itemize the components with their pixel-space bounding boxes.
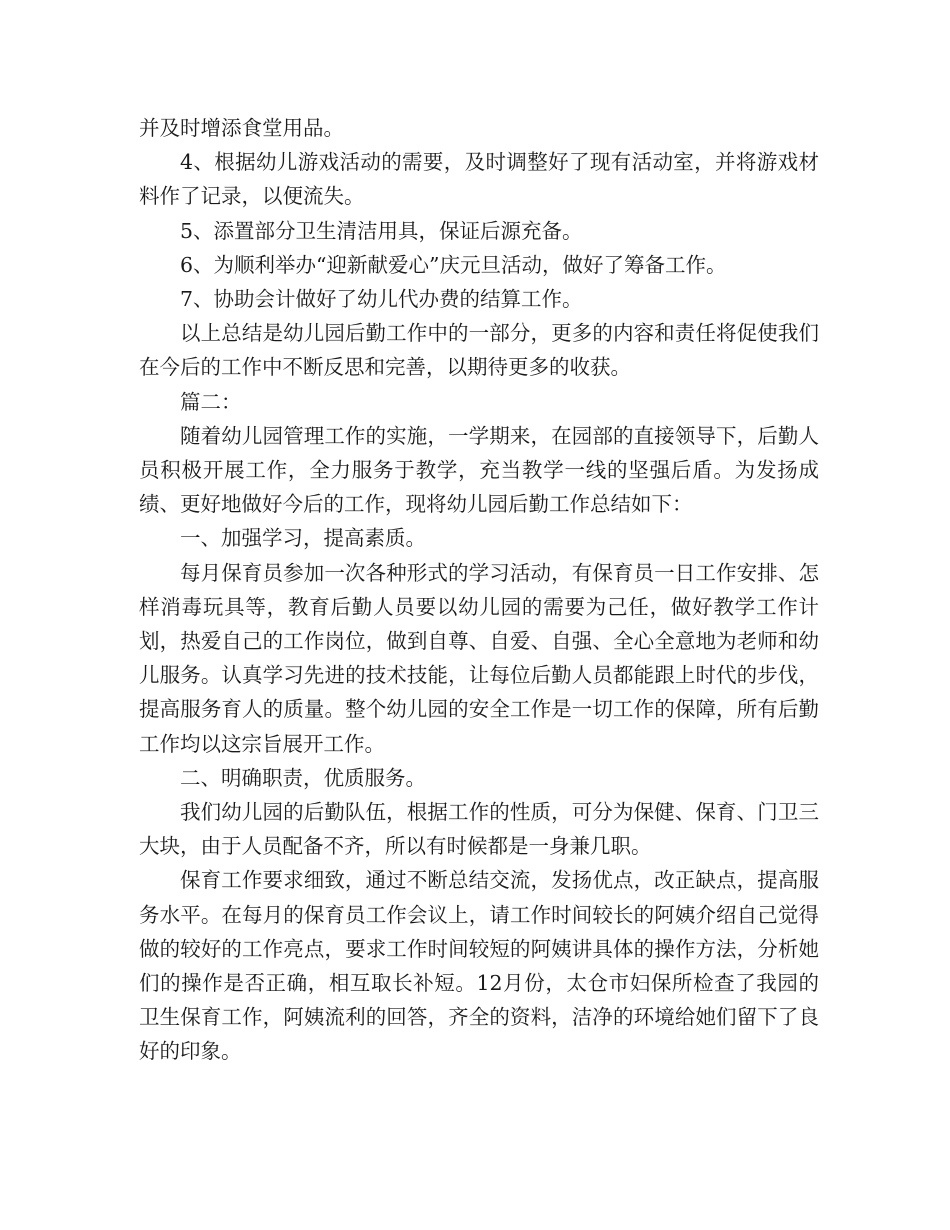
paragraph-1: 并及时增添食堂用品。 [139, 116, 344, 140]
paragraph-5: 7、协助会计做好了幼儿代办费的结算工作。 [180, 287, 583, 312]
paragraph-2: 4、根据幼儿游戏活动的需要，及时调整好了现有活动室，并将游戏材料作了记录，以便流失。 [139, 150, 819, 209]
section-heading-one: 一、加强学习，提高素质。 [180, 526, 426, 551]
paragraph-8: 随着幼儿园管理工作的实施，一学期来，在园部的直接领导下，后勤人员积极开展工作，全力服务于教学，充当教学一线的坚强后盾。为发扬成绩、更好地做好今后的工作，现将幼儿园后勤工作总结如下： [139, 423, 819, 517]
paragraph-12: 我们幼儿园的后勤队伍，根据工作的性质，可分为保健、保育、门卫三大块，由于人员配备不齐，所以有时候都是一身兼几职。 [139, 800, 819, 859]
section-heading-part-two: 篇二： [180, 389, 242, 414]
paragraph-6: 以上总结是幼儿园后勤工作中的一部分，更多的内容和责任将促使我们在今后的工作中不断反思和完善，以期待更多的收获。 [139, 321, 819, 380]
section-heading-two: 二、明确职责，优质服务。 [180, 765, 426, 790]
paragraph-4: 6、为顺利举办“迎新献爱心”庆元旦活动，做好了筹备工作。 [180, 252, 727, 277]
paragraph-10: 每月保育员参加一次各种形式的学习活动，有保育员一日工作安排、怎样消毒玩具等，教育后勤人员要以幼儿园的需要为己任，做好教学工作计划，热爱自己的工作岗位，做到自尊、自爱、自强、全心全意地为老师和幼儿服务。认真学习先进的技术技能，让每位后勤人员都能跟上时代的步伐，提高服务育人的质量。整个幼儿园的安全工作是一切工作的保障，所有后勤工作均以这宗旨展开工作。 [139, 560, 819, 756]
paragraph-13: 保育工作要求细致，通过不断总结交流，发扬优点，改正缺点，提高服务水平。在每月的保育员工作会议上，请工作时间较长的阿姨介绍自己觉得做的较好的工作亮点，要求工作时间较短的阿姨讲具体的操作方法，分析她们的操作是否正确，相互取长补短。12月份，太仓市妇保所检查了我园的卫生保育工作，阿姨流利的回答，齐全的资料，洁净的环境给她们留下了良好的印象。 [139, 868, 819, 1064]
paragraph-3: 5、添置部分卫生清洁用具，保证后源充备。 [180, 218, 583, 243]
document-body [139, 111, 819, 1069]
